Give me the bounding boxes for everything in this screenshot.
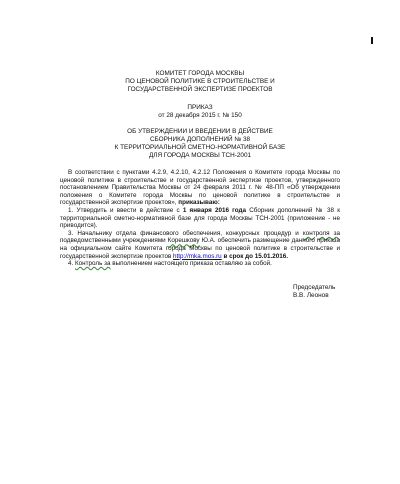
- p3-start: 3. Начальнику отдела финансового обеспечения, конкурсных процедур и: [68, 229, 299, 237]
- org-name-line-1: КОМИТЕТ ГОРОДА МОСКВЫ: [155, 70, 245, 77]
- paragraph-4: [60, 260, 340, 268]
- org-name-line-2: ПО ЦЕНОВОЙ ПОЛИТИКЕ В СТРОИТЕЛЬСТВЕ И: [125, 78, 275, 85]
- org-name-line-3: ГОСУДАРСТВЕННОЙ ЭКСПЕРТИЗЕ ПРОЕКТОВ: [127, 86, 273, 93]
- p3-mid-1: подведомственными учреждениями: [60, 237, 166, 245]
- order-header: [60, 104, 340, 120]
- p1-date: 1 января 2016 года: [182, 206, 246, 214]
- signature-block: [293, 284, 340, 300]
- preamble-text: В соответствии с пунктами 4.2.9, 4.2.10, 4.2.12 Положения о Комитете города Москвы по ценовой политике в строительстве и государственной экспертизе проектов, утвержденного постановлением Правительства Москвы от 24 февраля 2011 г. № 48-ПП «Об утверждении положения о Комитете города Москвы по ценовой политике в строительстве и государственной экспертизе проектов»,: [60, 169, 340, 207]
- p1-rest: Сборник дополнений № 38 к территориальной сметно-нормативной базе для города Москвы ТСН-2001 (приложение - не приводится).: [60, 206, 341, 230]
- p4-rest: выполнением настоящего приказа оставляю за собой.: [112, 260, 272, 268]
- title-line-4: ДЛЯ ГОРОДА МОСКВЫ ТСН-2001: [148, 152, 252, 159]
- p3-deadline: в срок до 15.01.2016.: [223, 252, 289, 260]
- doc-body: [60, 169, 340, 268]
- title-line-1: ОБ УТВЕРЖДЕНИИ И ВВЕДЕНИИ В ДЕЙСТВИЕ: [127, 128, 273, 135]
- title-line-2: СБОРНИКА ДОПОЛНЕНИЙ № 38: [149, 136, 251, 143]
- title-line-3: К ТЕРРИТОРИАЛЬНОЙ СМЕТНО-НОРМАТИВНОЙ БАЗЕ: [114, 144, 286, 151]
- doc-date-number: от 28 декабря 2015 г. № 150: [158, 112, 242, 119]
- corner-mark: [371, 37, 373, 44]
- paragraph-1: [60, 207, 340, 230]
- org-header: [60, 70, 340, 94]
- doc-title: [60, 128, 340, 160]
- preamble-bold: приказываю:: [178, 199, 220, 207]
- signatory-position: Председатель: [293, 283, 336, 291]
- signatory-name: В.В. Леонов: [293, 291, 329, 299]
- paragraph-3: [60, 230, 340, 260]
- p3-spellcheck-2: Корешкову: [167, 237, 200, 245]
- website-link[interactable]: http://mka.mos.ru: [173, 252, 222, 260]
- p1-start: 1. Утвердить и ввести в действие с: [68, 206, 180, 214]
- p3-mid-2: Ю.А. обеспечить размещение данного приказа на официальном сайте Комитета города Москвы по ценовой политике в строительстве и государственной экспертизе проектов: [60, 237, 341, 260]
- p4-spellcheck: Контроль за: [75, 260, 111, 268]
- p3-spellcheck-1: контроля за: [302, 229, 340, 237]
- p4-start: 4.: [68, 260, 74, 268]
- doc-type: ПРИКАЗ: [187, 104, 213, 111]
- preamble-paragraph: [60, 169, 340, 207]
